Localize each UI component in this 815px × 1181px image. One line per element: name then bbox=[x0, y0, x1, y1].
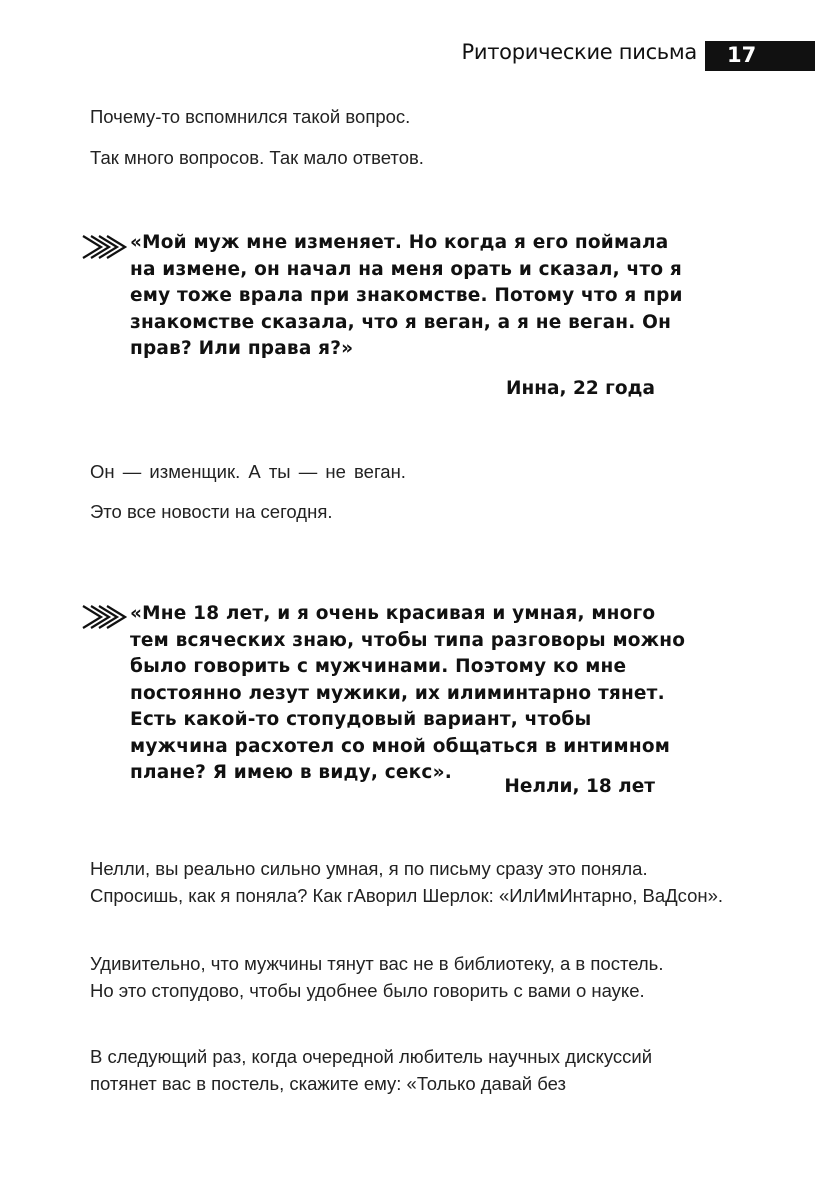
letter-2-signature: Нелли, 18 лет bbox=[504, 776, 655, 797]
paragraph-6: Удивительно, что мужчины тянут вас не в библиотеку, а в постель. Но это стопудово, чтобы удобнее было говорить с вами о науке. bbox=[90, 953, 664, 1001]
paragraph-3: Он — изменщик. А ты — не веган. bbox=[90, 461, 406, 482]
letter-2-text: «Мне 18 лет, и я очень красивая и умная, много тем всяческих знаю, чтобы типа разговоры можно было говорить с мужчинами. Поэтому ко мне постоянно лезут мужики, их илиминтарно тянет. Есть какой-то стопудовый вариант, чтобы мужчина расхотел со мной общаться в интимном плане? Я имею в виду, секс». bbox=[130, 603, 686, 783]
letter-1-text: «Мой муж мне изменяет. Но когда я его поймала на измене, он начал на меня орать и сказал, что я ему тоже врала при знакомстве. Потому что я при знакомстве сказала, что я веган, а я не веган. Он прав? Или права я?» bbox=[130, 232, 683, 359]
section-title: Риторические письма bbox=[461, 40, 697, 64]
letter-1-signature: Инна, 22 года bbox=[506, 378, 655, 399]
paragraph-1: Почему-то вспомнился такой вопрос. bbox=[90, 106, 411, 127]
letter-arrows-icon bbox=[81, 604, 127, 630]
paragraph-2: Так много вопросов. Так мало ответов. bbox=[90, 147, 424, 168]
paragraph-7: В следующий раз, когда очередной любитель научных дискуссий потянет вас в постель, скажите ему: «Только давай без bbox=[90, 1046, 653, 1094]
letter-arrows-icon bbox=[81, 234, 127, 260]
paragraph-5: Нелли, вы реально сильно умная, я по письму сразу это поняла. Спросишь, как я поняла? Как гАворил Шерлок: «ИлИмИнтарно, ВаДсон». bbox=[90, 858, 724, 906]
page-number-box bbox=[705, 41, 815, 71]
paragraph-4: Это все новости на сегодня. bbox=[90, 501, 333, 522]
page-number: 17 bbox=[727, 43, 757, 67]
